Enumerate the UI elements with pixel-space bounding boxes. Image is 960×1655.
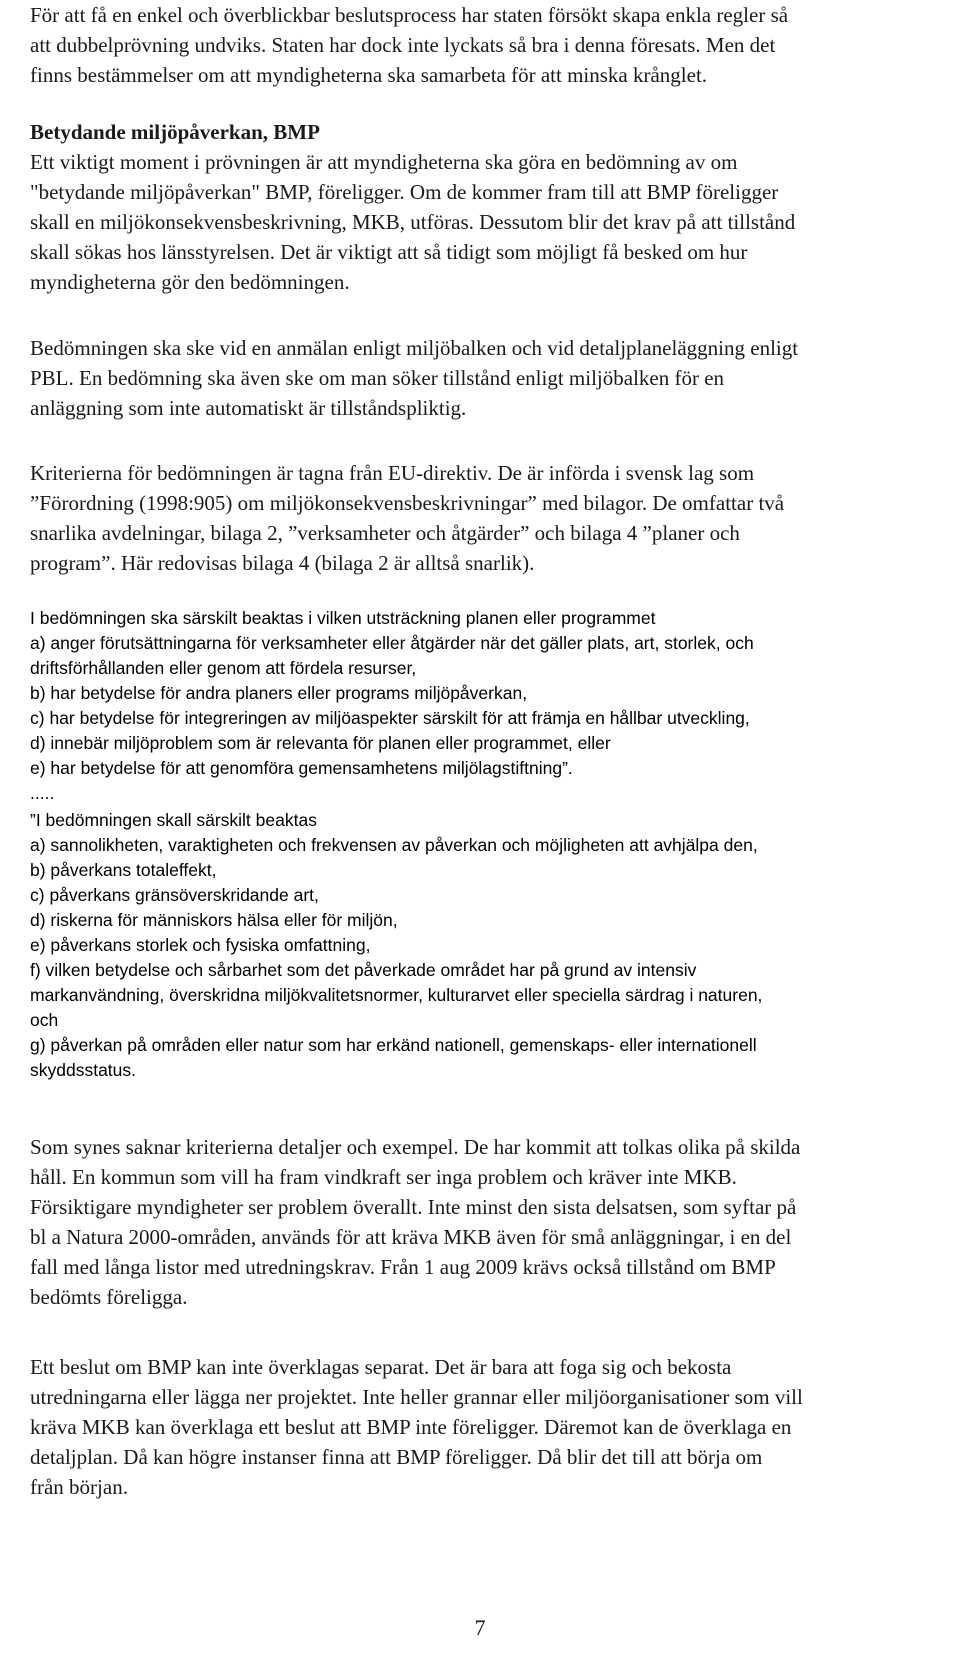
text-line: håll. En kommun som vill ha fram vindkraft ser inga problem och kräver inte MKB. — [30, 1165, 737, 1189]
text-line: markanvändning, överskridna miljökvalitetsnormer, kulturarvet eller speciella särdrag i naturen, — [30, 985, 763, 1005]
text-line: Som synes saknar kriterierna detaljer och exempel. De har kommit att tolkas olika på skilda — [30, 1135, 801, 1159]
appeal-paragraph — [30, 1352, 935, 1502]
quoted-criteria-impact — [30, 808, 935, 1083]
text-line: myndigheterna gör den bedömningen. — [30, 270, 350, 294]
text-line: snarlika avdelningar, bilaga 2, ”verksamheter och åtgärder” och bilaga 4 ”planer och — [30, 521, 740, 545]
text-line: b) påverkans totaleffekt, — [30, 860, 217, 880]
text-line: bedömts föreligga. — [30, 1285, 188, 1309]
text-line: Bedömningen ska ske vid en anmälan enligt miljöbalken och vid detaljplaneläggning enligt — [30, 336, 799, 360]
text-line: "betydande miljöpåverkan" BMP, föreligger. Om de kommer fram till att BMP föreligger — [30, 180, 779, 204]
text-line: a) sannolikheten, varaktigheten och frekvensen av påverkan och möjligheten att avhjälpa den, — [30, 835, 758, 855]
text-line: finns bestämmelser om att myndigheterna ska samarbeta för att minska krånglet. — [30, 63, 708, 87]
text-line: f) vilken betydelse och sårbarhet som det påverkade området har på grund av intensiv — [30, 960, 697, 980]
text-line: För att få en enkel och överblickbar beslutsprocess har staten försökt skapa enkla regler så — [30, 3, 789, 27]
bmp-section — [30, 117, 935, 297]
interpretation-paragraph — [30, 1132, 935, 1312]
text-line: och — [30, 1010, 59, 1030]
assessment-paragraph — [30, 333, 935, 423]
text-line: Ett viktigt moment i prövningen är att myndigheterna ska göra en bedömning av om — [30, 150, 738, 174]
section-heading: Betydande miljöpåverkan, BMP — [30, 120, 320, 144]
text-line: e) har betydelse för att genomföra gemensamhetens miljölagstiftning”. — [30, 758, 573, 778]
text-line: skyddsstatus. — [30, 1060, 137, 1080]
text-line: c) påverkans gränsöverskridande art, — [30, 885, 319, 905]
text-line: PBL. En bedömning ska även ske om man söker tillstånd enligt miljöbalken för en — [30, 366, 725, 390]
criteria-paragraph — [30, 458, 935, 578]
text-line: driftsförhållanden eller genom att fördela resurser, — [30, 658, 417, 678]
text-line: c) har betydelse för integreringen av miljöaspekter särskilt för att främja en hållbar utveckling, — [30, 708, 750, 728]
text-line: e) påverkans storlek och fysiska omfattning, — [30, 935, 371, 955]
text-line: detaljplan. Då kan högre instanser finna att BMP föreligger. Då blir det till att börja om — [30, 1445, 763, 1469]
text-line: d) riskerna för människors hälsa eller för miljön, — [30, 910, 398, 930]
text-line: ..... — [30, 783, 55, 803]
text-line: anläggning som inte automatiskt är tillståndspliktig. — [30, 396, 467, 420]
text-line: skall en miljökonsekvensbeskrivning, MKB, utföras. Dessutom blir det krav på att tillstånd — [30, 210, 796, 234]
text-line: program”. Här redovisas bilaga 4 (bilaga 2 är alltså snarlik). — [30, 551, 535, 575]
text-line: Försiktigare myndigheter ser problem överallt. Inte minst den sista delsatsen, som syftar på — [30, 1195, 797, 1219]
text-line: b) har betydelse för andra planers eller programs miljöpåverkan, — [30, 683, 528, 703]
text-line: från början. — [30, 1475, 128, 1499]
quoted-criteria-plan — [30, 606, 935, 806]
text-line: utredningarna eller lägga ner projektet. Inte heller grannar eller miljöorganisationer som vill — [30, 1385, 803, 1409]
text-line: a) anger förutsättningarna för verksamheter eller åtgärder när det gäller plats, art, storlek, och — [30, 633, 754, 653]
text-line: Kriterierna för bedömningen är tagna från EU-direktiv. De är införda i svensk lag som — [30, 461, 755, 485]
text-line: bl a Natura 2000-områden, används för att kräva MKB även för små anläggningar, i en del — [30, 1225, 792, 1249]
text-line: I bedömningen ska särskilt beaktas i vilken utsträckning planen eller programmet — [30, 608, 656, 628]
text-line: ”I bedömningen skall särskilt beaktas — [30, 810, 317, 830]
text-line: g) påverkan på områden eller natur som har erkänd nationell, gemenskaps- eller internationell — [30, 1035, 757, 1055]
intro-paragraph — [30, 0, 935, 90]
text-line: skall sökas hos länsstyrelsen. Det är viktigt att så tidigt som möjligt få besked om hur — [30, 240, 748, 264]
text-line: fall med långa listor med utredningskrav. Från 1 aug 2009 krävs också tillstånd om BMP — [30, 1255, 776, 1279]
text-line: att dubbelprövning undviks. Staten har dock inte lyckats så bra i denna föresats. Men det — [30, 33, 776, 57]
text-line: d) innebär miljöproblem som är relevanta för planen eller programmet, eller — [30, 733, 611, 753]
text-line: kräva MKB kan överklaga ett beslut att BMP inte föreligger. Däremot kan de överklaga en — [30, 1415, 792, 1439]
text-line: Ett beslut om BMP kan inte överklagas separat. Det är bara att foga sig och bekosta — [30, 1355, 732, 1379]
page-number: 7 — [474, 1615, 486, 1640]
text-line: ”Förordning (1998:905) om miljökonsekvensbeskrivningar” med bilagor. De omfattar två — [30, 491, 785, 515]
